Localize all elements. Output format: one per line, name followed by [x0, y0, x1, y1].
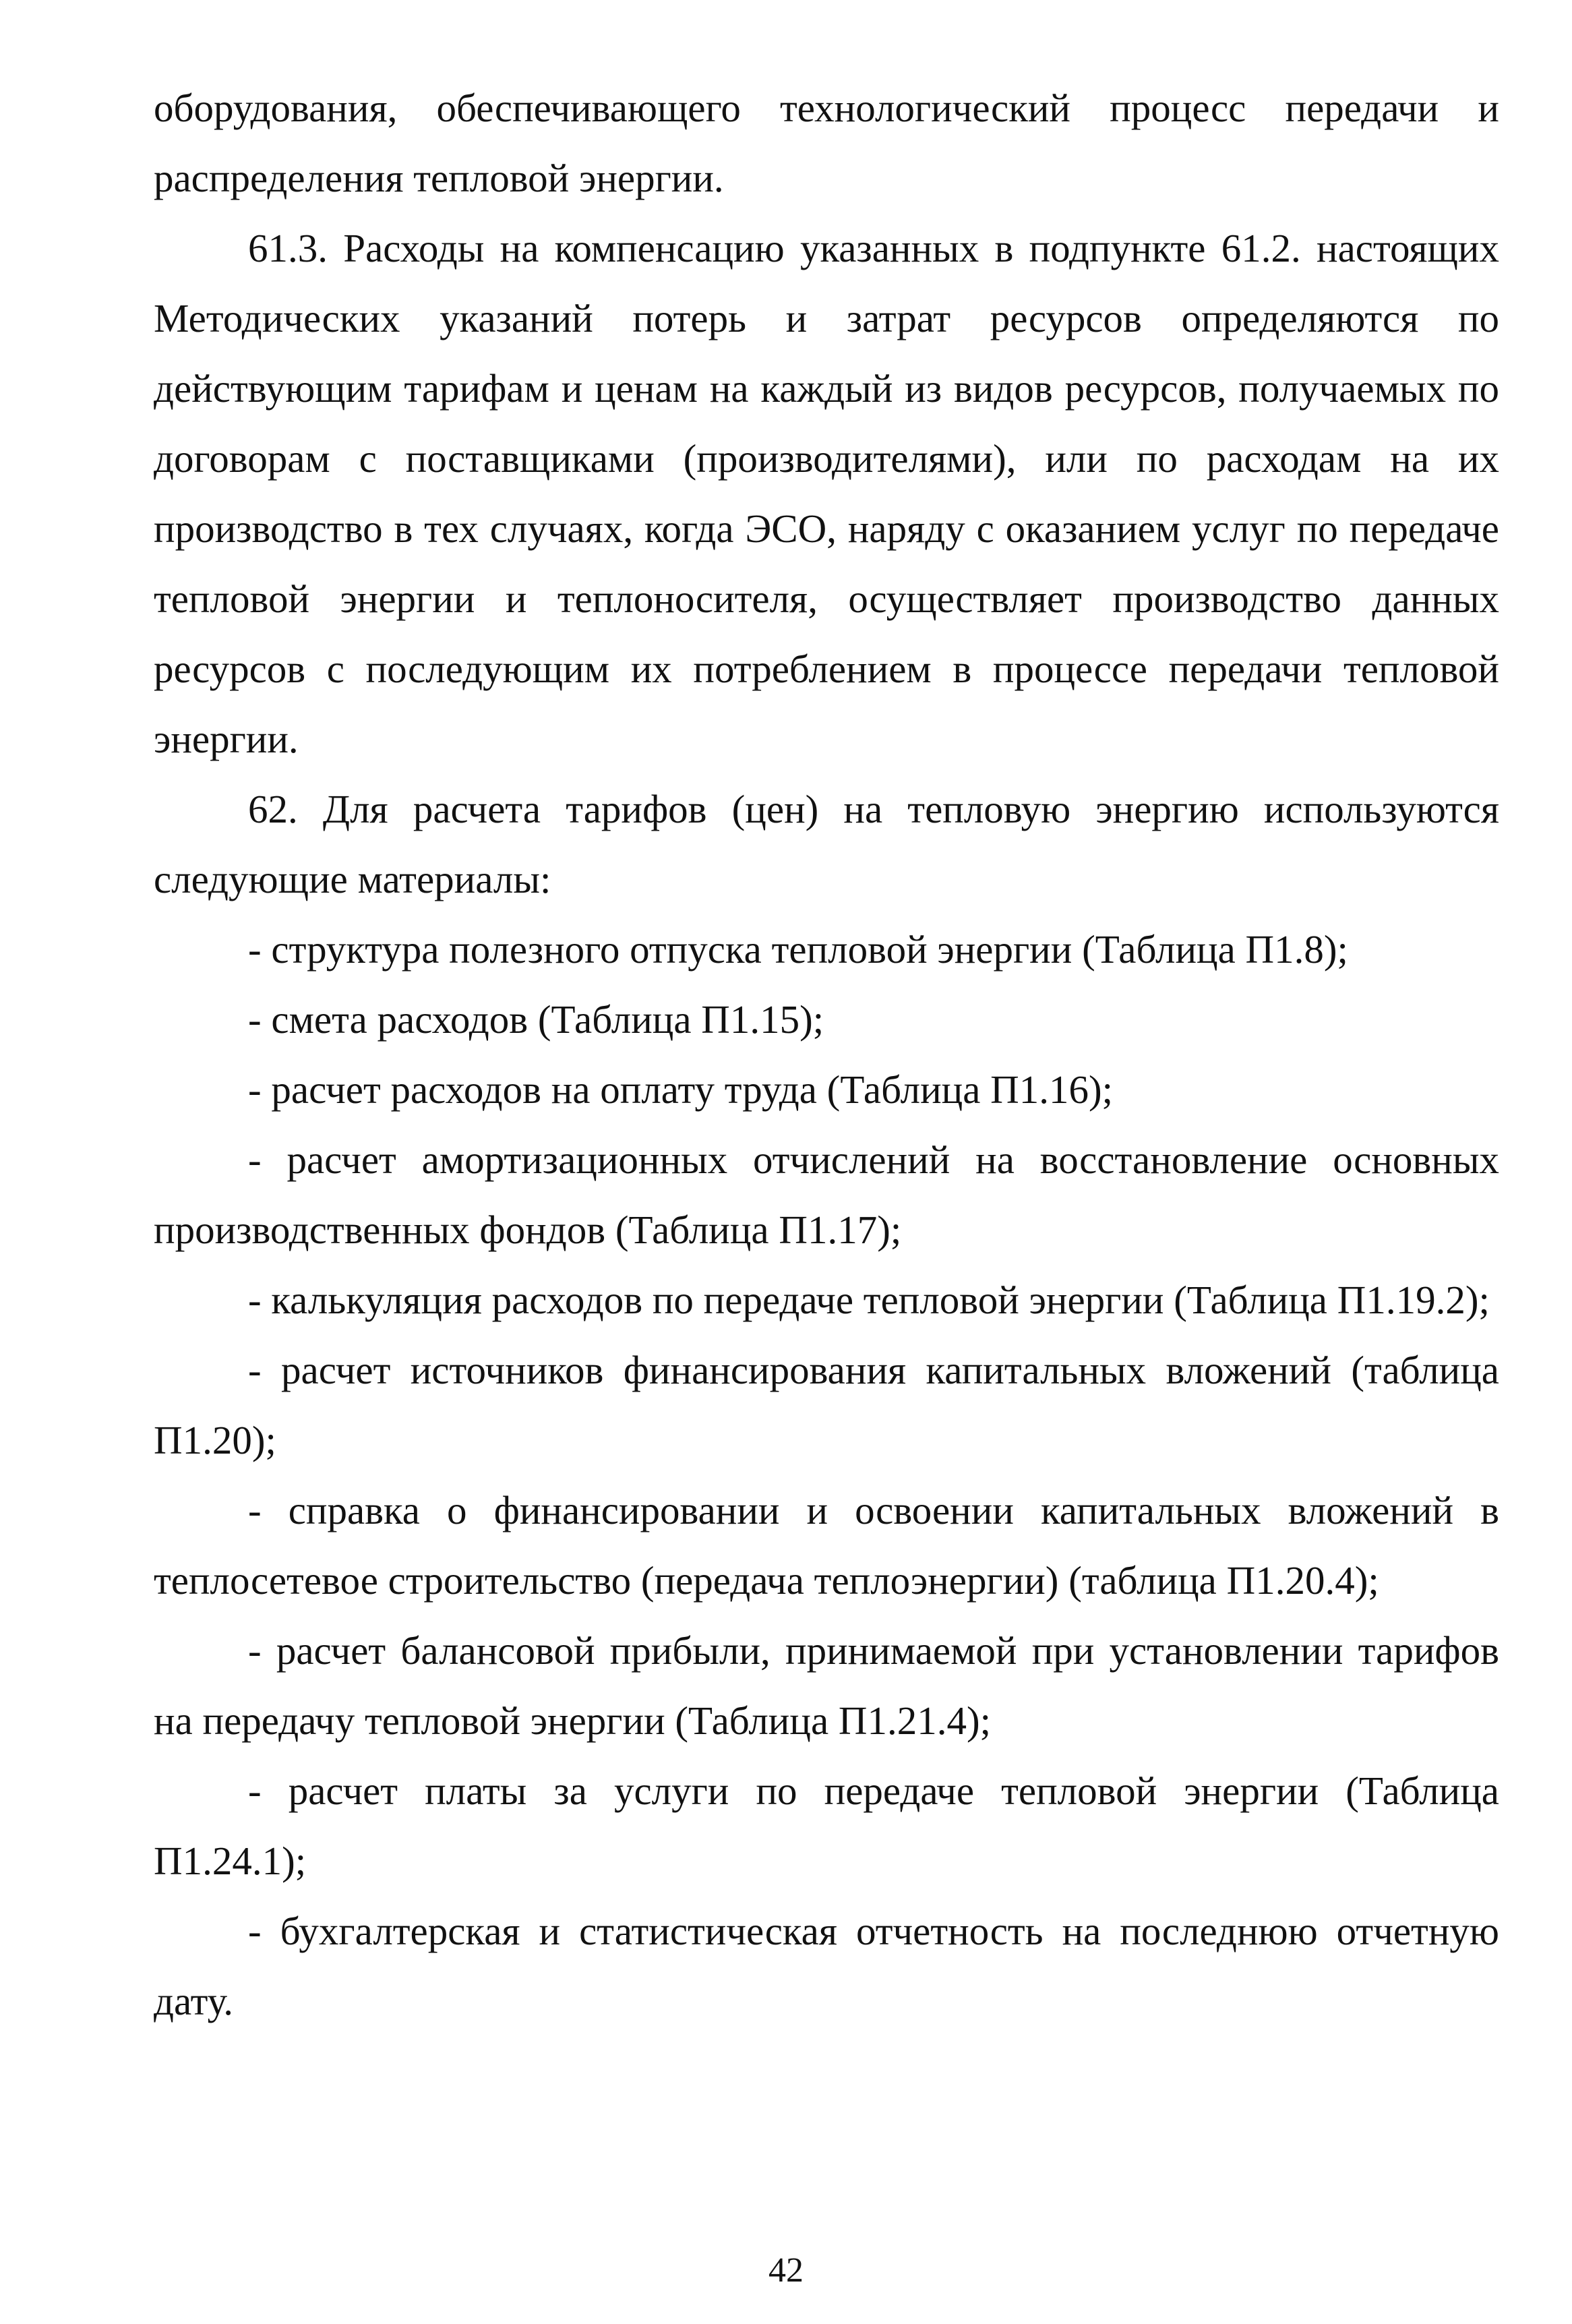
paragraph-continuation: оборудования, обеспечивающего технологический процесс передачи и распределения тепловой энергии. — [154, 86, 1499, 200]
paragraph-62: 62. Для расчета тарифов (цен) на тепловую энергию используются следующие материалы: — [154, 787, 1499, 901]
list-item-transmission-costing: - калькуляция расходов по передаче тепловой энергии (Таблица П1.19.2); — [248, 1278, 1490, 1322]
paragraph-61-3: 61.3. Расходы на компенсацию указанных в подпункте 61.2. настоящих Методических указаний потерь и затрат ресурсов определяются по действующим тарифам и ценам на каждый из видов ресурсов, получаемых по договорам с поставщиками (производителями), или по расходам на их производство в тех случаях, когда ЭСО, наряду с оказанием услуг по передаче тепловой энергии и теплоносителя, осуществляет производство данных ресурсов с последующим их потреблением в процессе передачи тепловой энергии. — [154, 226, 1499, 761]
list-item-labor-costs: - расчет расходов на оплату труда (Таблица П1.16); — [248, 1067, 1114, 1112]
page-number: 42 — [768, 2251, 804, 2290]
list-item-capital-investment-report: - справка о финансировании и освоении капитальных вложений в теплосетевое строительство (передача теплоэнергии) (таблица П1.20.4); — [154, 1488, 1499, 1603]
list-item-capital-financing-sources: - расчет источников финансирования капитальных вложений (таблица П1.20); — [154, 1348, 1499, 1462]
list-item-cost-estimate: - смета расходов (Таблица П1.15); — [248, 997, 824, 1042]
list-item-balance-profit: - расчет балансовой прибыли, принимаемой при установлении тарифов на передачу тепловой энергии (Таблица П1.21.4); — [154, 1628, 1499, 1743]
list-item-depreciation: - расчет амортизационных отчислений на восстановление основных производственных фондов (Таблица П1.17); — [154, 1137, 1499, 1252]
list-item-service-fee: - расчет платы за услуги по передаче тепловой энергии (Таблица П1.24.1); — [154, 1768, 1499, 1883]
list-item-useful-supply-structure: - структура полезного отпуска тепловой энергии (Таблица П1.8); — [248, 927, 1348, 972]
document-page — [154, 73, 1499, 2036]
list-item-accounting-reports: - бухгалтерская и статистическая отчетность на последнюю отчетную дату. — [154, 1909, 1499, 2023]
